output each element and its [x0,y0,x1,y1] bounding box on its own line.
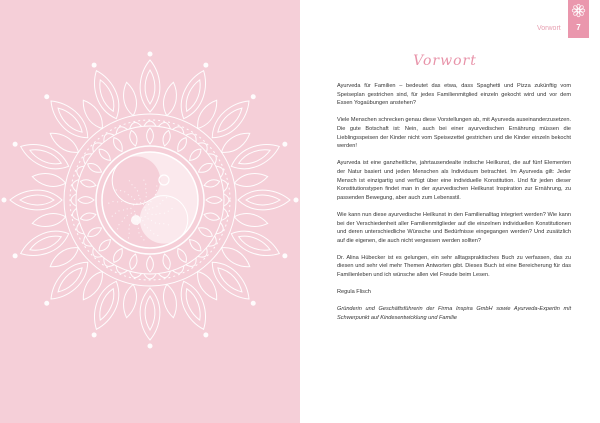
page-number: 7 [576,23,581,32]
section-header-label: Vorwort [537,25,561,32]
flower-icon [571,3,586,18]
right-page [300,0,600,423]
paragraph: Ayurveda ist eine ganzheitliche, jahrtausendealte indische Heilkunst, die auf fünf Elementen der Natur basiert und jeden Menschen als Individuum betrachtet. Im Ayurveda gilt: Jeder Mensch ist einzigartig und verfügt über eine individuelle Konstitution. Und für jeden dieser Konstitutionstypen findet man in der ayurvedischen Heilkunst Inspiration zur Ernährung, zu passenden Bewegung, aber auch zum Lebensstil. [337,160,571,201]
page-number-tab [568,0,589,38]
signature-name: Regula Flisch [337,289,371,296]
paragraph: Wie kann nun diese ayurvedische Heilkunst in den Familienalltag integriert werden? Wie kann bei der Verschiedenheit aller Familienmitglieder auf die einzelnen individuellen Konstitutionen und deren unterschiedliche Wünsche und Bedürfnisse eingegangen werden? Und zusätzlich auf die eigenen, die auch nicht vergessen werden sollten? [337,211,571,244]
signature-role: Gründerin und Geschäftsführerin der Firma Inspira GmbH sowie Ayurveda-Expertin mit Schwerpunkt auf Kindesentwicklung und Familie [337,306,571,322]
paragraph: Dr. Alina Hübecker ist es gelungen, ein sehr alltagspraktisches Buch zu verfassen, das zu diesen und sehr viel mehr Themen Antworten gibt. Dieses Buch ist eine Bereicherung für das Familienleben und ich wünsche allen viel Freude beim Lesen. [337,254,571,279]
paragraph: Viele Menschen schrecken genau diese Vorstellungen ab, mit Ayurveda auseinanderzusetzen. Die gute Botschaft ist: Nein, auch bei einer ayurvedischen Ernährung müssen die Lieblingsspeisen der Kinder nicht vom Speisezettel gestrichen und die Kinder einzeln bekocht werden! [337,117,571,150]
page-title: Vorwort [413,53,477,69]
paragraph: Ayurveda für Familien – bedeutet das etwa, dass Spaghetti und Pizza zukünftig vom Speiseplan gestrichen sind, für jedes Familienmitglied einzeln gekocht wird und vor dem Essen Yogaübungen anstehen? [337,83,571,107]
article-body [337,82,571,331]
